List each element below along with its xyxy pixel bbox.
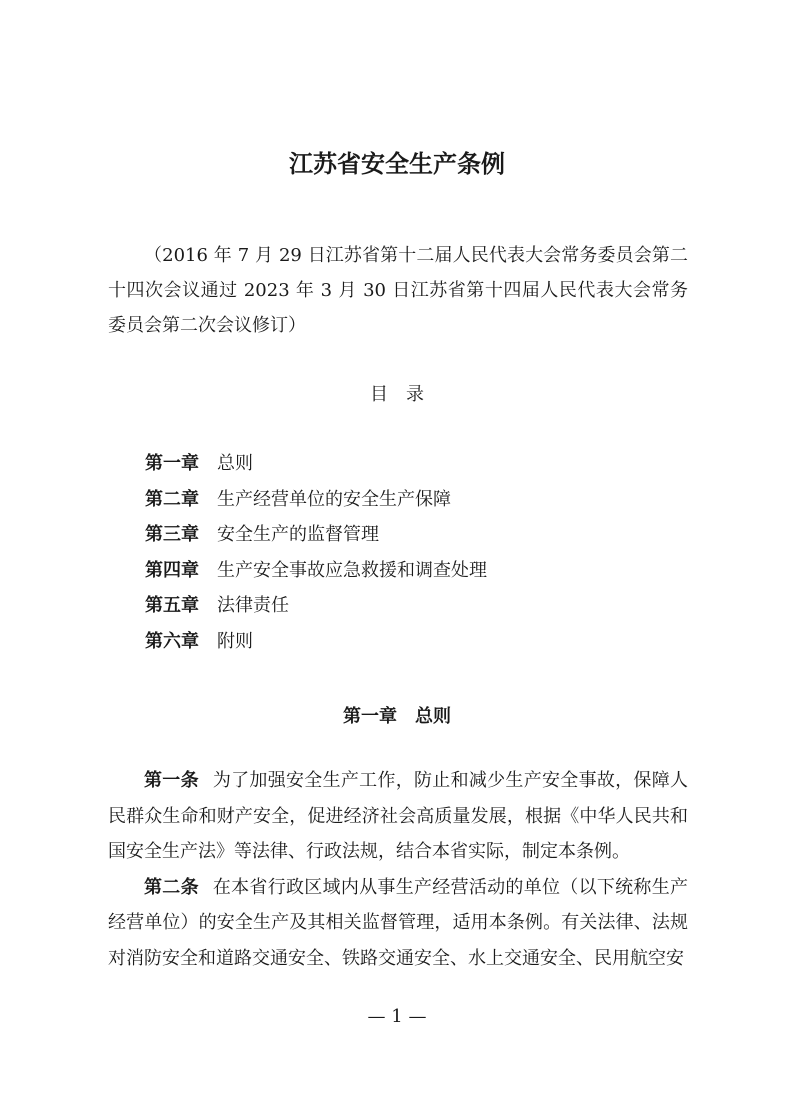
chapter-number: 第一章 [343, 706, 397, 727]
toc-item [145, 559, 665, 595]
toc-chapter-number: 第四章 [145, 559, 199, 581]
toc-chapter-name: 法律责任 [217, 595, 289, 616]
toc-item [145, 630, 665, 666]
toc-chapter-number: 第六章 [145, 630, 199, 652]
toc-chapter-number: 第一章 [145, 453, 199, 474]
article-label: 第二条 [144, 876, 199, 898]
article-list [108, 763, 688, 976]
toc-chapter-number: 第五章 [145, 595, 199, 616]
toc-item [145, 452, 665, 488]
toc-chapter-name: 附则 [217, 630, 253, 652]
toc-chapter-name: 生产安全事故应急救援和调查处理 [217, 559, 487, 581]
article [108, 763, 688, 870]
toc-chapter-number: 第三章 [145, 524, 199, 545]
toc-heading: 目录 [370, 384, 442, 405]
article-text: 在本省行政区域内从事生产经营活动的单位（以下统称生产经营单位）的安全生产及其相关监督管理，适用本条例。有关法律、法规对消防安全和道路交通安全、铁路交通安全、水上交通安全、民用航空安 [108, 876, 688, 969]
toc-chapter-number: 第二章 [145, 488, 199, 510]
toc-chapter-name: 生产经营单位的安全生产保障 [217, 488, 451, 510]
chapter-heading [0, 702, 794, 728]
document-title: 江苏省安全生产条例 [289, 150, 505, 178]
toc-item [145, 488, 665, 524]
toc-item [145, 594, 665, 630]
chapter-title: 总则 [415, 706, 451, 727]
page-number: — 1 — [367, 1006, 427, 1027]
toc-chapter-name: 总则 [217, 453, 253, 474]
article-label: 第一条 [144, 770, 199, 791]
table-of-contents [145, 452, 665, 665]
toc-chapter-name: 安全生产的监督管理 [217, 524, 379, 545]
article-text: 为了加强安全生产工作，防止和减少生产安全事故，保障人民群众生命和财产安全，促进经济社会高质量发展，根据《中华人民共和国安全生产法》等法律、行政法规，结合本省实际，制定本条例。 [108, 770, 688, 862]
preamble-text: （2016 年 7 月 29 日江苏省第十二届人民代表大会常务委员会第二十四次会议通过 2023 年 3 月 30 日江苏省第十四届人民代表大会常务委员会第二次会议修订） [108, 245, 688, 336]
toc-item [145, 523, 665, 559]
article [108, 870, 688, 977]
